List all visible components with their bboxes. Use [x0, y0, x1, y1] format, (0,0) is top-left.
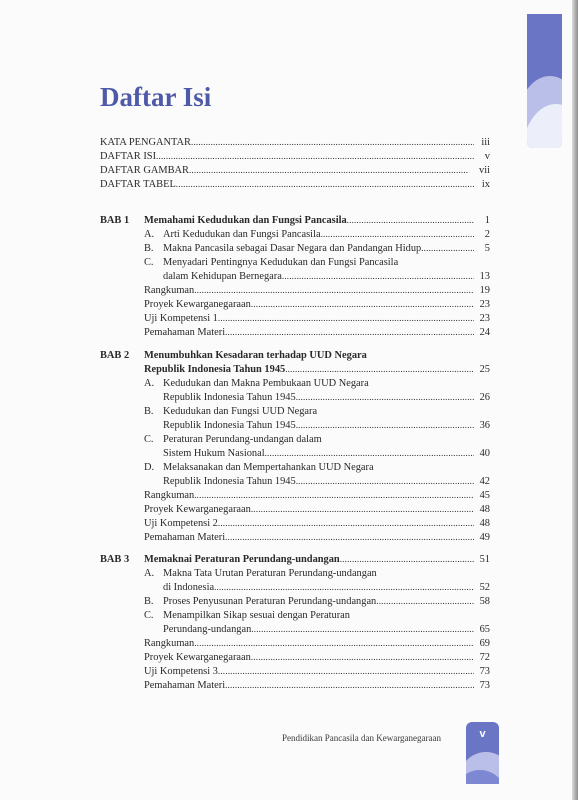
toc-entry-rangkuman[interactable]: Rangkuman .....: [144, 489, 474, 502]
section-letter: C.: [144, 434, 154, 445]
toc-page-number: 51: [479, 554, 490, 565]
toc-page-number: 26: [479, 392, 490, 403]
toc-page-number: 58: [479, 596, 490, 607]
toc-section-line[interactable]: Kedudukan dan Fungsi UUD Negara: [163, 406, 318, 417]
toc-entry-proyek[interactable]: Proyek Kewarganegaraan .....: [144, 503, 474, 516]
toc-page-number: 48: [479, 504, 490, 515]
toc-page-number: 73: [479, 666, 490, 677]
toc-entry-pemahaman-materi[interactable]: Pemahaman Materi .....: [144, 531, 474, 544]
toc-section[interactable]: Arti Kedudukan dan Fungsi Pancasila .....: [163, 228, 474, 241]
chapter-label: BAB 3: [100, 554, 130, 565]
toc-page-number: 49: [479, 532, 490, 543]
toc-section[interactable]: Sistem Hukum Nasional .....: [163, 447, 474, 460]
section-letter: A.: [144, 229, 155, 240]
toc-entry-pemahaman-materi[interactable]: Pemahaman Materi .....: [144, 679, 474, 692]
toc-section-line[interactable]: Melaksanakan dan Mempertahankan UUD Negara: [163, 462, 374, 473]
chapter-label: BAB 1: [100, 215, 130, 226]
toc-page-number: 40: [479, 448, 490, 459]
section-letter: A.: [144, 378, 155, 389]
toc-page-number: 23: [479, 299, 490, 310]
toc-section[interactable]: Republik Indonesia Tahun 1945 .....: [163, 475, 474, 488]
toc-chapter-2[interactable]: Republik Indonesia Tahun 1945 .....: [144, 363, 474, 376]
toc-page-number: 1: [484, 215, 490, 226]
toc-section-line[interactable]: Peraturan Perundang-undangan dalam: [163, 434, 322, 445]
toc-page-number: 24: [479, 327, 490, 338]
toc-entry-uji-kompetensi[interactable]: Uji Kompetensi 3 .....: [144, 665, 474, 678]
toc-section[interactable]: Proses Penyusunan Peraturan Perundang-undangan .....: [163, 595, 474, 608]
toc-page-number: 5: [484, 243, 490, 254]
toc-entry-uji-kompetensi[interactable]: Uji Kompetensi 1 .....: [144, 312, 474, 325]
toc-page-number: 65: [479, 624, 490, 635]
toc-page-number: 73: [479, 680, 490, 691]
chapter-label: BAB 2: [100, 350, 130, 361]
toc-entry-proyek[interactable]: Proyek Kewarganegaraan .....: [144, 651, 474, 664]
toc-page-number: 19: [479, 285, 490, 296]
toc-page-number: 69: [479, 638, 490, 649]
section-letter: C.: [144, 610, 154, 621]
page-number: v: [479, 728, 486, 740]
section-letter: A.: [144, 568, 155, 579]
toc-page-number: 48: [479, 518, 490, 529]
toc-page-number: 2: [484, 229, 490, 240]
toc-page-number: vii: [479, 165, 490, 176]
chapter-tab-decoration: [527, 14, 562, 148]
toc-page-number: 23: [479, 313, 490, 324]
toc-page-number: 42: [479, 476, 490, 487]
toc-section[interactable]: dalam Kehidupan Bernegara .....: [163, 270, 474, 283]
toc-page-number: 36: [479, 420, 490, 431]
toc-entry-uji-kompetensi[interactable]: Uji Kompetensi 2 .....: [144, 517, 474, 530]
toc-entry-pemahaman-materi[interactable]: Pemahaman Materi .....: [144, 326, 474, 339]
toc-page-number: ix: [481, 179, 490, 190]
toc-page-number: iii: [481, 137, 490, 148]
section-letter: B.: [144, 596, 154, 607]
toc-page-number: 52: [479, 582, 490, 593]
toc-entry-proyek[interactable]: Proyek Kewarganegaraan .....: [144, 298, 474, 311]
toc-chapter-2-line1[interactable]: Menumbuhkan Kesadaran terhadap UUD Negara: [144, 350, 367, 361]
toc-entry-daftar-tabel[interactable]: DAFTAR TABEL .....: [100, 178, 474, 191]
page-title: Daftar Isi: [100, 82, 212, 112]
page-edge-shadow: [572, 0, 578, 800]
toc-chapter-1[interactable]: Memahami Kedudukan dan Fungsi Pancasila .....: [144, 214, 474, 227]
toc-page-number: 45: [479, 490, 490, 501]
toc-section-line[interactable]: Makna Tata Urutan Peraturan Perundang-undangan: [163, 568, 377, 579]
section-letter: C.: [144, 257, 154, 268]
toc-section[interactable]: di Indonesia .....: [163, 581, 474, 594]
toc-section[interactable]: Makna Pancasila sebagai Dasar Negara dan Pandangan Hidup .....: [163, 242, 474, 255]
toc-entry-daftar-gambar[interactable]: DAFTAR GAMBAR .....: [100, 164, 468, 177]
toc-page-number: 72: [479, 652, 490, 663]
footer-book-title: Pendidikan Pancasila dan Kewarganegaraan: [282, 733, 442, 743]
toc-chapter-3[interactable]: Memaknai Peraturan Perundang-undangan .....: [144, 553, 474, 566]
section-letter: D.: [144, 462, 155, 473]
toc-section[interactable]: Republik Indonesia Tahun 1945 .....: [163, 419, 474, 432]
toc-section-line[interactable]: Kedudukan dan Makna Pembukaan UUD Negara: [163, 378, 369, 389]
toc-entry-daftar-isi[interactable]: DAFTAR ISI .....: [100, 150, 474, 163]
toc-page-number: v: [484, 151, 490, 162]
toc-section-line[interactable]: Menyadari Pentingnya Kedudukan dan Fungsi Pancasila: [163, 257, 399, 268]
toc-entry-rangkuman[interactable]: Rangkuman .....: [144, 284, 474, 297]
section-letter: B.: [144, 406, 154, 417]
toc-section[interactable]: Perundang-undangan .....: [163, 623, 474, 636]
toc-section-line[interactable]: Menampilkan Sikap sesuai dengan Peraturan: [163, 610, 350, 621]
section-letter: B.: [144, 243, 154, 254]
toc-entry-rangkuman[interactable]: Rangkuman .....: [144, 637, 474, 650]
toc-page-number: 13: [479, 271, 490, 282]
toc-section[interactable]: Republik Indonesia Tahun 1945 .....: [163, 391, 474, 404]
toc-page-number: 25: [479, 364, 490, 375]
toc-entry-kata-pengantar[interactable]: KATA PENGANTAR .....: [100, 136, 474, 149]
